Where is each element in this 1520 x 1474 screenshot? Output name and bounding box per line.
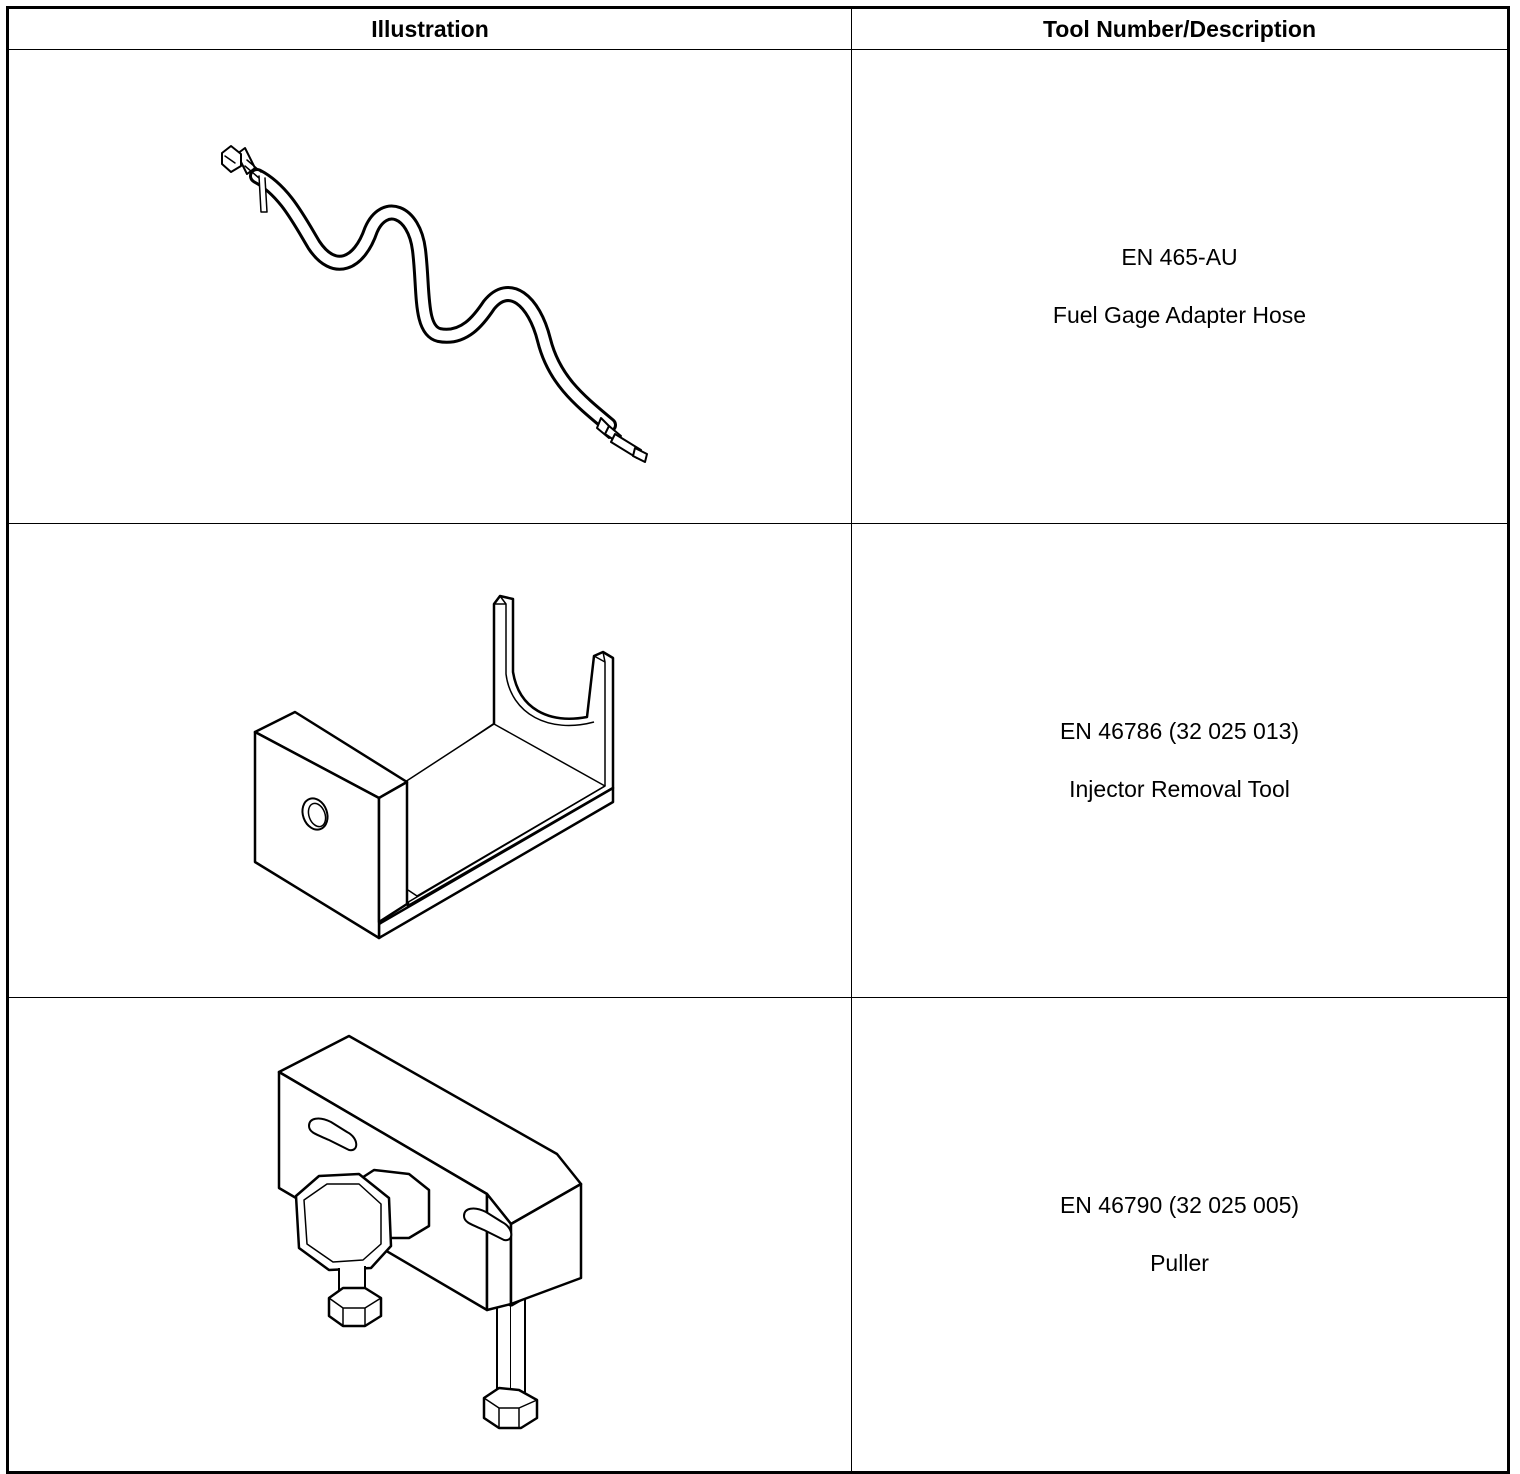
tool-number: EN 46786 (32 025 013) <box>1059 717 1300 744</box>
description-cell <box>852 50 1509 524</box>
header-row <box>8 8 1509 50</box>
illustration-column-header: Illustration <box>8 8 852 50</box>
tool-description: Puller <box>1150 1249 1209 1276</box>
fuel-gage-adapter-hose-illustration <box>9 50 853 523</box>
table-row <box>8 998 1509 1473</box>
tool-number: EN 465-AU <box>1121 243 1238 270</box>
illustration-cell <box>8 998 852 1473</box>
injector-removal-tool-illustration <box>9 524 853 997</box>
tool-number: EN 46790 (32 025 005) <box>1059 1191 1300 1218</box>
table-row <box>8 50 1509 524</box>
description-column-header: Tool Number/Description <box>852 8 1509 50</box>
puller-illustration <box>9 998 853 1471</box>
special-tools-table <box>6 6 1510 1474</box>
illustration-cell <box>8 524 852 998</box>
description-cell <box>852 524 1509 998</box>
tool-description: Fuel Gage Adapter Hose <box>1052 301 1307 328</box>
description-cell <box>852 998 1509 1473</box>
tool-description: Injector Removal Tool <box>1069 775 1290 802</box>
illustration-cell <box>8 50 852 524</box>
table-row <box>8 524 1509 998</box>
